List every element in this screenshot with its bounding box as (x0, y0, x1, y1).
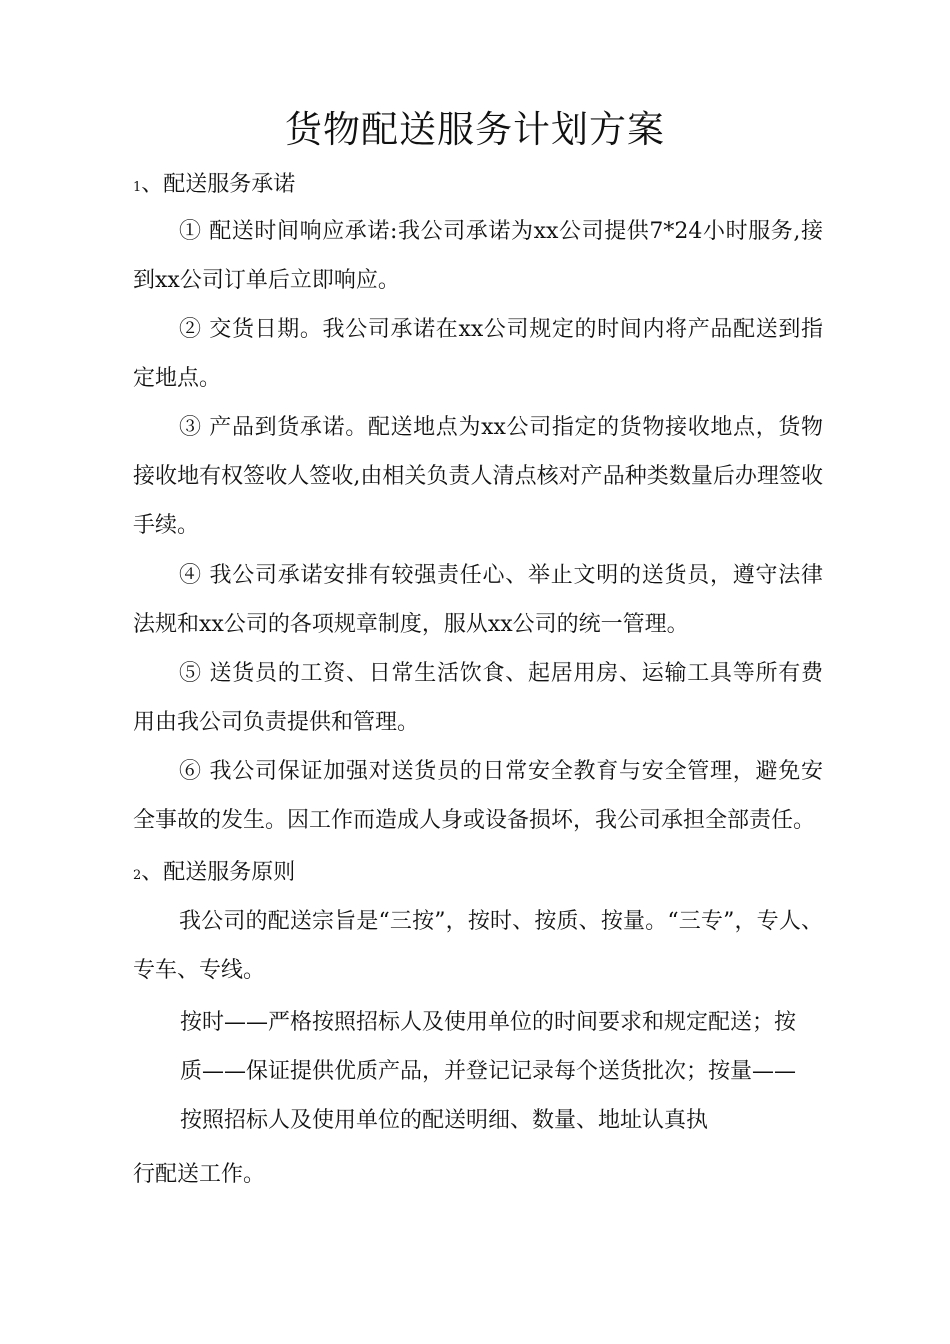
section-2-title: 、配送服务原则 (141, 860, 296, 885)
principle-detail (180, 998, 820, 1145)
section-2-number: 2 (133, 868, 142, 883)
page-title: 货物配送服务计划方案 (285, 108, 665, 151)
commitment-item-5: ⑤ 送货员的工资、日常生活饮食、起居用房、运输工具等所有费用由我公司负责提供和管理。 (133, 661, 823, 735)
section-1-title: 、配送服务承诺 (141, 172, 296, 197)
commitment-item-4: ④ 我公司承诺安排有较强责任心、举止文明的送货员，遵守法律法规和xx公司的各项规章制度，服从xx公司的统一管理。 (133, 563, 823, 637)
section-1-number: 1 (133, 180, 142, 195)
commitment-item-6: ⑥ 我公司保证加强对送货员的日常安全教育与安全管理，避免安全事故的发生。因工作而造成人身或设备损坏，我公司承担全部责任。 (133, 759, 823, 833)
principle-tail: 行配送工作。 (133, 1162, 266, 1187)
commitment-item-3: ③ 产品到货承诺。配送地点为xx公司指定的货物接收地点，货物接收地有权签收人签收,由相关负责人清点核对产品种类数量后办理签收手续。 (133, 415, 823, 538)
principle-detail-line: 按时——严格按照招标人及使用单位的时间要求和规定配送；按 (180, 1010, 797, 1035)
commitment-item-1: ① 配送时间响应承诺:我公司承诺为xx公司提供7*24小时服务,接到xx公司订单后立即响应。 (133, 219, 823, 293)
principle-detail-line: 按照招标人及使用单位的配送明细、数量、地址认真执 (180, 1108, 709, 1133)
commitment-item-2: ② 交货日期。我公司承诺在xx公司规定的时间内将产品配送到指定地点。 (133, 317, 823, 391)
section-2-heading (133, 858, 295, 891)
section-1-heading (133, 170, 295, 203)
principle-intro: 我公司的配送宗旨是“三按”，按时、按质、按量。“三专”，专人、专车、专线。 (133, 909, 823, 983)
principle-detail-line: 质——保证提供优质产品，并登记记录每个送货批次；按量—— (180, 1059, 797, 1084)
